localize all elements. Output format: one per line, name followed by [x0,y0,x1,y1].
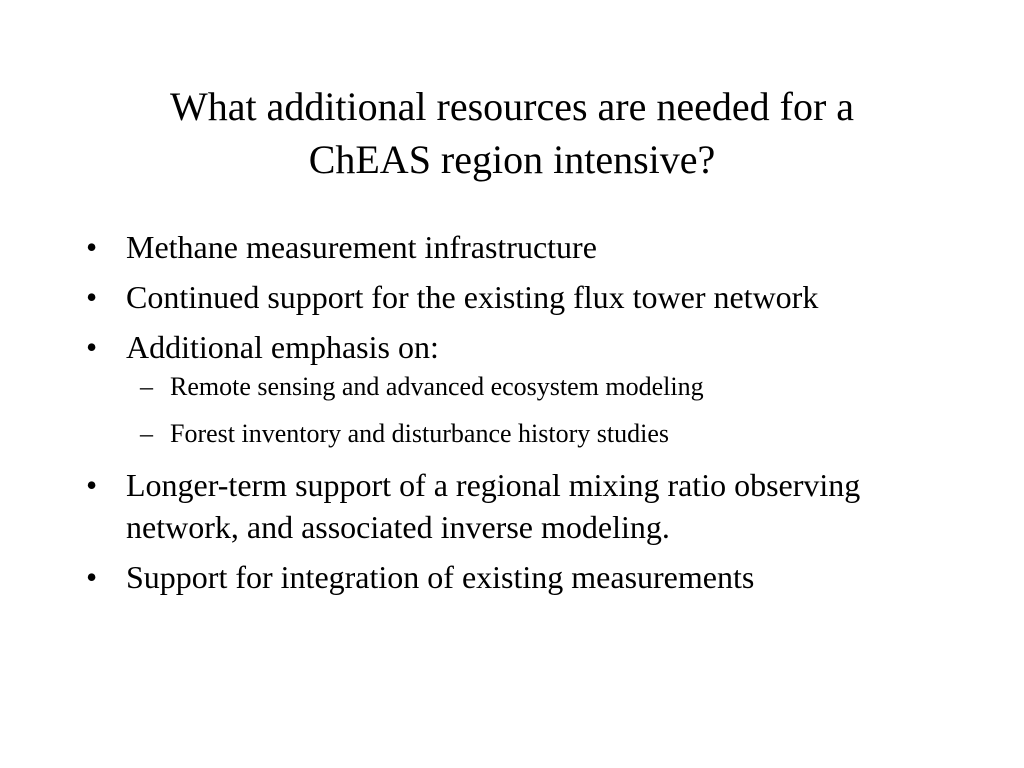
bullet-list [0,226,1024,606]
slide-title-line: What additional resources are needed for a [169,84,855,129]
bullet-item [0,464,916,548]
sub-bullet-list [126,370,916,451]
bullet-icon: • [86,467,98,503]
slide-title [80,80,944,186]
bullet-item [0,276,916,318]
bullet-text: Longer-term support of a regional mixing ratio observing network, and associated inverse modeling. [126,467,861,545]
bullet-text: Support for integration of existing measurements [126,559,755,595]
dash-icon: – [140,419,153,448]
sub-bullet-item [126,370,916,404]
bullet-text: Additional emphasis on: [126,329,439,365]
dash-icon: – [140,372,153,401]
bullet-text: Continued support for the existing flux tower network [126,279,819,315]
bullet-icon: • [86,559,98,595]
bullet-item [0,556,916,598]
sub-bullet-text: Forest inventory and disturbance history studies [170,419,669,448]
sub-bullet-text: Remote sensing and advanced ecosystem modeling [170,372,704,401]
slide-title-line: ChEAS region intensive? [308,137,716,182]
bullet-icon: • [86,279,98,315]
bullet-icon: • [86,229,98,265]
sub-bullet-item [126,417,916,451]
bullet-text: Methane measurement infrastructure [126,229,597,265]
bullet-icon: • [86,329,98,365]
bullet-item [0,326,916,451]
bullet-item [0,226,916,268]
